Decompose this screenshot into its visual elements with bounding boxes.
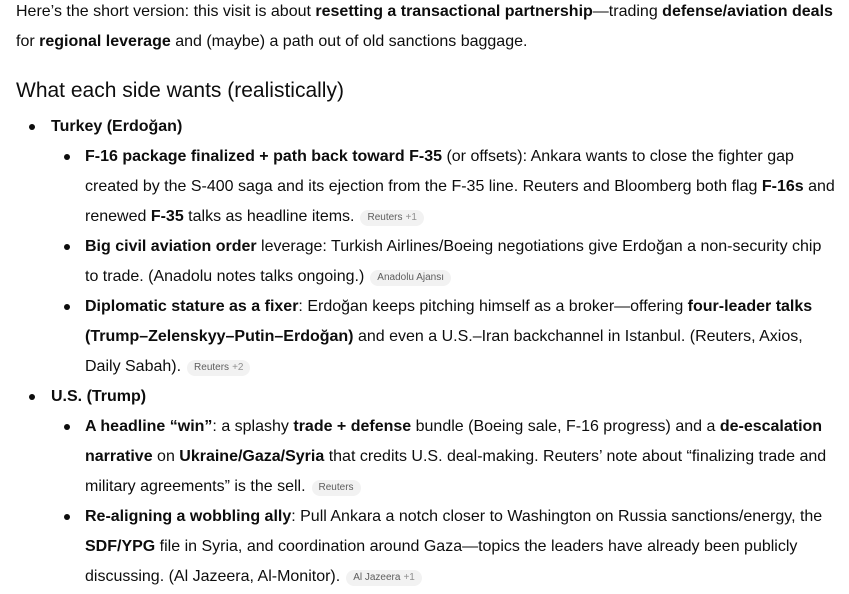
section-heading: What each side wants (realistically) <box>16 79 344 102</box>
source-chip-count: +1 <box>403 572 415 583</box>
item-bold: de-escalation narrative <box>85 418 823 465</box>
item-bold: Ukraine/Gaza/Syria <box>179 448 325 465</box>
list-item <box>51 292 849 382</box>
item-text: talks as headline items. <box>183 208 355 225</box>
bullet-icon <box>64 154 70 160</box>
item-bold: F-16s <box>761 178 804 195</box>
source-chip-label: Anadolu Ajansı <box>377 272 445 283</box>
source-chip[interactable] <box>312 480 361 496</box>
item-text: : a splashy <box>212 418 294 435</box>
turkey-label: Turkey (Erdoğan) <box>51 118 183 135</box>
list-item-turkey <box>16 112 849 382</box>
turkey-list <box>51 142 849 382</box>
list-item-us <box>16 382 849 592</box>
bullet-icon <box>64 424 70 430</box>
item-text: file in Syria, and coordination around Gaza—topics the leaders have already been publicly discussing. (Al Jazeera, Al-Monitor). <box>85 538 798 585</box>
bullet-icon <box>64 244 70 250</box>
intro-bold: resetting a transactional partnership <box>315 3 593 20</box>
intro-text: and (maybe) a path out of old sanctions baggage. <box>170 33 528 50</box>
item-bold: SDF/YPG <box>85 538 156 555</box>
item-text: leverage: Turkish Airlines/Boeing negotiations give Erdoğan a non-security chip to trade. (Anadolu notes talks ongoing.) <box>85 238 822 285</box>
intro-text: for <box>16 33 40 50</box>
item-bold: Re-aligning a wobbling ally <box>85 508 292 525</box>
list-item <box>51 502 849 592</box>
source-chip-label: Al Jazeera <box>353 572 401 583</box>
item-text: and even a U.S.–Iran backchannel in Istanbul. (Reuters, Axios, Daily Sabah). <box>85 328 803 375</box>
us-list <box>51 412 849 592</box>
source-chip[interactable] <box>360 210 423 226</box>
item-bold: Big civil aviation order <box>85 238 257 255</box>
item-text: : Pull Ankara a notch closer to Washington on Russia sanctions/energy, the <box>291 508 823 525</box>
sides-list <box>16 112 849 592</box>
intro-paragraph <box>16 0 849 57</box>
intro-text: —trading <box>592 3 663 20</box>
intro-bold: defense/aviation deals <box>662 3 833 20</box>
item-bold: F-35 <box>150 208 184 225</box>
item-text: (or offsets): Ankara wants to close the fighter gap created by the S-400 saga and its ejection from the F-35 line. Reuters and Bloomberg both flag <box>85 148 794 195</box>
bullet-icon <box>64 304 70 310</box>
item-bold: F-16 package finalized + path back toward F-35 <box>85 148 442 165</box>
list-item <box>51 142 849 232</box>
source-chip-count: +1 <box>405 212 417 223</box>
item-bold: Diplomatic stature as a fixer <box>85 298 299 315</box>
source-chip[interactable] <box>187 360 250 376</box>
item-text: : Erdoğan keeps pitching himself as a broker—offering <box>298 298 688 315</box>
source-chip-label: Reuters <box>318 482 354 493</box>
item-bold: A headline “win” <box>85 418 213 435</box>
item-bold: four-leader talks (Trump–Zelenskyy–Putin–Erdoğan) <box>85 298 813 345</box>
bullet-icon <box>29 394 35 400</box>
intro-bold: regional leverage <box>39 33 171 50</box>
list-item <box>51 232 849 292</box>
source-chip-label: Reuters <box>367 212 403 223</box>
list-item <box>51 412 849 502</box>
item-text: that credits U.S. deal-making. Reuters’ note about “finalizing trade and military agreements” is the sell. <box>85 448 827 495</box>
us-label: U.S. (Trump) <box>51 388 147 405</box>
item-text: and renewed <box>85 178 835 225</box>
item-text: bundle (Boeing sale, F-16 progress) and a <box>411 418 720 435</box>
item-bold: trade + defense <box>293 418 412 435</box>
bullet-icon <box>64 514 70 520</box>
source-chip-label: Reuters <box>194 362 230 373</box>
source-chip-count: +2 <box>232 362 244 373</box>
source-chip[interactable] <box>346 570 422 586</box>
item-text: on <box>152 448 180 465</box>
intro-text: Here’s the short version: this visit is about <box>16 3 316 20</box>
bullet-icon <box>29 124 35 130</box>
source-chip[interactable] <box>370 270 451 286</box>
